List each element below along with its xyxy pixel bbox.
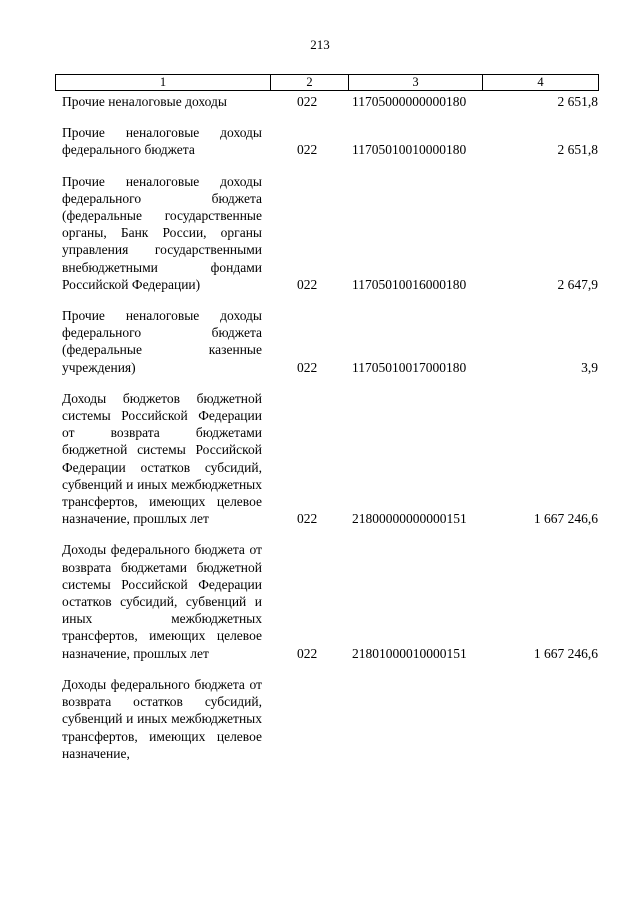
table-row <box>62 676 598 762</box>
row-name: Прочие неналоговые доходы федерального бюджета (федеральные казенные учреждения) <box>62 308 262 375</box>
row-kbk: 11705010010000180 <box>352 142 467 158</box>
column-header-2: 2 <box>271 75 349 91</box>
row-amount: 2 651,8 <box>557 142 598 158</box>
row-name: Доходы федерального бюджета от возврата бюджетами бюджетной системы Российской Федерации остатков субсидий, субвенций и иных межбюджетных трансфертов, имеющих целевое назначение, прошлых лет <box>62 542 262 661</box>
table-row <box>62 173 598 293</box>
table-row <box>62 124 598 158</box>
row-code: 022 <box>297 645 318 661</box>
row-kbk: 21800000000000151 <box>352 511 467 527</box>
column-header-table <box>55 74 599 91</box>
row-code: 022 <box>297 511 318 527</box>
table-row <box>62 93 598 110</box>
row-kbk: 11705010016000180 <box>352 276 467 292</box>
table-row <box>62 541 598 661</box>
row-name: Доходы федерального бюджета от возврата остатков субсидий, субвенций и иных межбюджетных трансфертов, имеющих целевое назначение, <box>62 676 262 761</box>
row-name: Доходы бюджетов бюджетной системы Российской Федерации от возврата бюджетами бюджетной системы Российской Федерации остатков субсидий, субвенций и иных межбюджетных трансфертов, имеющих целевое назначение, прошлых лет <box>62 390 262 527</box>
row-kbk: 11705000000000180 <box>352 94 467 109</box>
table-row <box>62 307 598 376</box>
row-code: 022 <box>297 359 318 375</box>
row-amount: 3,9 <box>581 359 598 375</box>
row-code: 022 <box>297 276 318 292</box>
budget-rows <box>62 93 598 762</box>
row-code: 022 <box>297 142 318 158</box>
row-amount: 2 647,9 <box>557 276 598 292</box>
column-header-1: 1 <box>56 75 271 91</box>
row-amount: 1 667 246,6 <box>533 645 598 661</box>
row-code: 022 <box>297 94 318 109</box>
column-header-4: 4 <box>483 75 599 91</box>
row-name: Прочие неналоговые доходы федерального бюджета <box>62 125 262 158</box>
table-row <box>62 390 598 528</box>
row-kbk: 11705010017000180 <box>352 359 467 375</box>
row-name: Прочие неналоговые доходы федерального бюджета (федеральные государственные органы, Банк России, органы управления государственными внебюджетными фондами Российской Федерации) <box>62 173 262 292</box>
row-kbk: 21801000010000151 <box>352 645 467 661</box>
column-header-3: 3 <box>349 75 483 91</box>
page-number: 213 <box>310 37 330 52</box>
column-header-row <box>56 75 599 91</box>
row-amount: 1 667 246,6 <box>533 511 598 527</box>
row-name: Прочие неналоговые доходы <box>62 94 227 109</box>
row-amount: 2 651,8 <box>557 94 598 109</box>
